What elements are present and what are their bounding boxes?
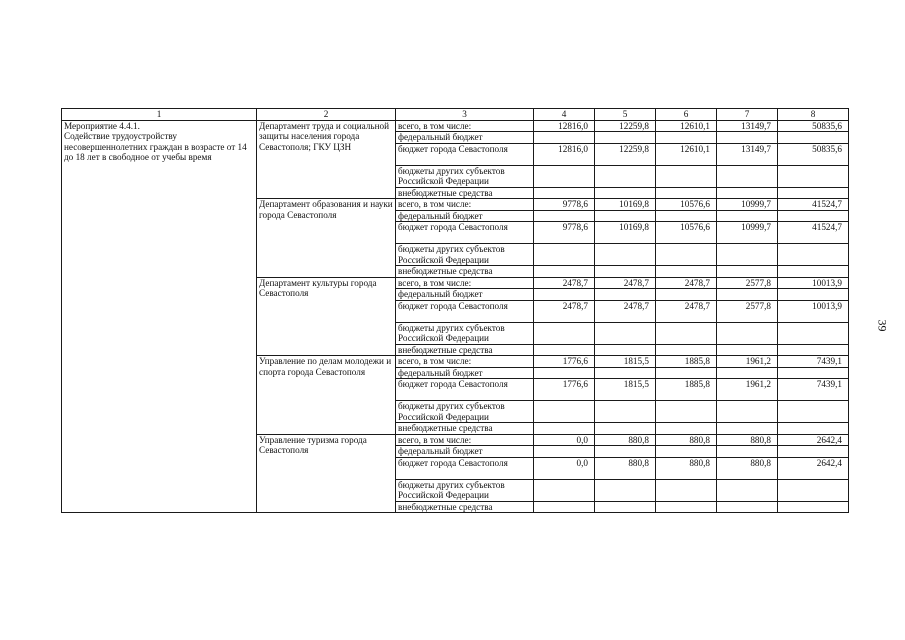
value-cell: [778, 367, 849, 379]
funding-source-cell: бюджеты других субъектов Российской Федерации: [396, 165, 534, 187]
funding-source-cell: внебюджетные средства: [396, 501, 534, 513]
value-cell: [717, 322, 778, 344]
value-cell: 50835,6: [778, 120, 849, 132]
value-cell: 2478,7: [534, 300, 595, 322]
funding-source-cell: внебюджетные средства: [396, 187, 534, 199]
value-cell: [534, 501, 595, 513]
value-cell: 12259,8: [595, 120, 656, 132]
value-cell: 1885,8: [656, 379, 717, 401]
value-cell: [717, 165, 778, 187]
value-cell: 1885,8: [656, 356, 717, 368]
executor-cell: Управление туризма города Севастополя: [257, 434, 396, 513]
header-cell: 8: [778, 109, 849, 121]
value-cell: 12816,0: [534, 143, 595, 165]
value-cell: [778, 446, 849, 458]
value-cell: [595, 244, 656, 266]
value-cell: [778, 344, 849, 356]
value-cell: [534, 266, 595, 278]
value-cell: [717, 367, 778, 379]
value-cell: [534, 322, 595, 344]
value-cell: 880,8: [656, 457, 717, 479]
value-cell: [656, 244, 717, 266]
funding-source-cell: всего, в том числе:: [396, 120, 534, 132]
value-cell: 1776,6: [534, 379, 595, 401]
value-cell: 1776,6: [534, 356, 595, 368]
funding-source-cell: федеральный бюджет: [396, 210, 534, 222]
funding-source-cell: внебюджетные средства: [396, 423, 534, 435]
executor-cell: Департамент культуры города Севастополя: [257, 277, 396, 356]
value-cell: 10999,7: [717, 199, 778, 211]
value-cell: [656, 501, 717, 513]
value-cell: [778, 401, 849, 423]
header-cell: 1: [62, 109, 257, 121]
value-cell: [656, 479, 717, 501]
value-cell: [534, 446, 595, 458]
value-cell: [656, 132, 717, 144]
value-cell: [717, 423, 778, 435]
value-cell: [778, 244, 849, 266]
value-cell: 1815,5: [595, 356, 656, 368]
funding-source-cell: внебюджетные средства: [396, 266, 534, 278]
value-cell: [595, 210, 656, 222]
value-cell: [595, 266, 656, 278]
value-cell: 10013,9: [778, 277, 849, 289]
value-cell: 880,8: [717, 434, 778, 446]
value-cell: 41524,7: [778, 199, 849, 211]
header-cell: 2: [257, 109, 396, 121]
value-cell: [656, 344, 717, 356]
value-cell: 10999,7: [717, 222, 778, 244]
value-cell: 1815,5: [595, 379, 656, 401]
header-row: [62, 109, 849, 121]
table-row: [62, 120, 849, 132]
value-cell: 12259,8: [595, 143, 656, 165]
value-cell: [717, 210, 778, 222]
funding-source-cell: всего, в том числе:: [396, 434, 534, 446]
funding-source-cell: бюджет города Севастополя: [396, 143, 534, 165]
header-cell: 4: [534, 109, 595, 121]
value-cell: [778, 322, 849, 344]
value-cell: 2478,7: [656, 300, 717, 322]
value-cell: 12816,0: [534, 120, 595, 132]
value-cell: 9778,6: [534, 199, 595, 211]
funding-source-cell: всего, в том числе:: [396, 199, 534, 211]
funding-source-cell: бюджет города Севастополя: [396, 379, 534, 401]
funding-source-cell: всего, в том числе:: [396, 356, 534, 368]
value-cell: 0,0: [534, 434, 595, 446]
value-cell: 2478,7: [534, 277, 595, 289]
value-cell: 2577,8: [717, 277, 778, 289]
header-cell: 3: [396, 109, 534, 121]
value-cell: [595, 289, 656, 301]
value-cell: [717, 479, 778, 501]
value-cell: [595, 446, 656, 458]
budget-table: [61, 108, 849, 513]
value-cell: 0,0: [534, 457, 595, 479]
value-cell: [534, 344, 595, 356]
funding-source-cell: федеральный бюджет: [396, 132, 534, 144]
value-cell: 9778,6: [534, 222, 595, 244]
value-cell: [656, 322, 717, 344]
funding-source-cell: федеральный бюджет: [396, 446, 534, 458]
value-cell: 7439,1: [778, 356, 849, 368]
value-cell: 10013,9: [778, 300, 849, 322]
value-cell: [778, 501, 849, 513]
value-cell: 50835,6: [778, 143, 849, 165]
funding-source-cell: бюджет города Севастополя: [396, 300, 534, 322]
value-cell: [778, 165, 849, 187]
funding-source-cell: бюджеты других субъектов Российской Федерации: [396, 479, 534, 501]
value-cell: [717, 132, 778, 144]
value-cell: 2577,8: [717, 300, 778, 322]
funding-source-cell: бюджеты других субъектов Российской Федерации: [396, 401, 534, 423]
value-cell: [778, 266, 849, 278]
value-cell: [595, 322, 656, 344]
funding-source-cell: бюджеты других субъектов Российской Федерации: [396, 322, 534, 344]
funding-source-cell: федеральный бюджет: [396, 289, 534, 301]
header-cell: 5: [595, 109, 656, 121]
value-cell: [717, 344, 778, 356]
value-cell: 2478,7: [595, 300, 656, 322]
value-cell: 41524,7: [778, 222, 849, 244]
value-cell: [656, 423, 717, 435]
value-cell: 2642,4: [778, 457, 849, 479]
value-cell: [778, 187, 849, 199]
value-cell: [595, 423, 656, 435]
value-cell: [656, 446, 717, 458]
value-cell: [595, 367, 656, 379]
value-cell: [534, 423, 595, 435]
value-cell: 880,8: [717, 457, 778, 479]
activity-cell: Мероприятие 4.4.1. Содействие трудоустройству несовершеннолетних граждан в возрасте от 14 до 18 лет в свободное от учебы время: [62, 120, 257, 513]
funding-source-cell: всего, в том числе:: [396, 277, 534, 289]
value-cell: 10169,8: [595, 199, 656, 211]
value-cell: [656, 289, 717, 301]
value-cell: [717, 401, 778, 423]
funding-source-cell: бюджеты других субъектов Российской Федерации: [396, 244, 534, 266]
value-cell: 13149,7: [717, 143, 778, 165]
value-cell: [656, 187, 717, 199]
value-cell: 10169,8: [595, 222, 656, 244]
value-cell: [534, 479, 595, 501]
value-cell: [534, 187, 595, 199]
value-cell: 1961,2: [717, 356, 778, 368]
executor-cell: Управление по делам молодежи и спорта города Севастополя: [257, 356, 396, 435]
page-number: 39: [875, 319, 890, 332]
value-cell: 13149,7: [717, 120, 778, 132]
funding-source-cell: внебюджетные средства: [396, 344, 534, 356]
funding-source-cell: бюджет города Севастополя: [396, 457, 534, 479]
value-cell: [778, 289, 849, 301]
value-cell: [778, 479, 849, 501]
value-cell: [534, 165, 595, 187]
value-cell: [534, 132, 595, 144]
value-cell: [534, 401, 595, 423]
value-cell: [534, 289, 595, 301]
value-cell: [595, 501, 656, 513]
value-cell: [717, 244, 778, 266]
value-cell: 12610,1: [656, 120, 717, 132]
executor-cell: Департамент труда и социальной защиты населения города Севастополя; ГКУ ЦЗН: [257, 120, 396, 199]
value-cell: [778, 423, 849, 435]
value-cell: [595, 401, 656, 423]
value-cell: [717, 266, 778, 278]
value-cell: [656, 210, 717, 222]
value-cell: 12610,1: [656, 143, 717, 165]
value-cell: 2478,7: [595, 277, 656, 289]
executor-cell: Департамент образования и науки города Севастополя: [257, 199, 396, 278]
value-cell: [717, 187, 778, 199]
value-cell: 10576,6: [656, 222, 717, 244]
value-cell: [595, 479, 656, 501]
value-cell: [534, 244, 595, 266]
value-cell: 10576,6: [656, 199, 717, 211]
value-cell: [778, 210, 849, 222]
value-cell: 880,8: [595, 457, 656, 479]
funding-source-cell: бюджет города Севастополя: [396, 222, 534, 244]
value-cell: [534, 210, 595, 222]
value-cell: [778, 132, 849, 144]
value-cell: 1961,2: [717, 379, 778, 401]
value-cell: [595, 344, 656, 356]
header-cell: 7: [717, 109, 778, 121]
value-cell: 2642,4: [778, 434, 849, 446]
funding-source-cell: федеральный бюджет: [396, 367, 534, 379]
value-cell: [595, 165, 656, 187]
value-cell: [534, 367, 595, 379]
value-cell: [717, 446, 778, 458]
value-cell: 880,8: [595, 434, 656, 446]
value-cell: [595, 132, 656, 144]
value-cell: [717, 289, 778, 301]
value-cell: [656, 367, 717, 379]
value-cell: 7439,1: [778, 379, 849, 401]
value-cell: [595, 187, 656, 199]
header-cell: 6: [656, 109, 717, 121]
value-cell: [656, 165, 717, 187]
value-cell: 880,8: [656, 434, 717, 446]
value-cell: 2478,7: [656, 277, 717, 289]
value-cell: [656, 266, 717, 278]
value-cell: [656, 401, 717, 423]
value-cell: [717, 501, 778, 513]
